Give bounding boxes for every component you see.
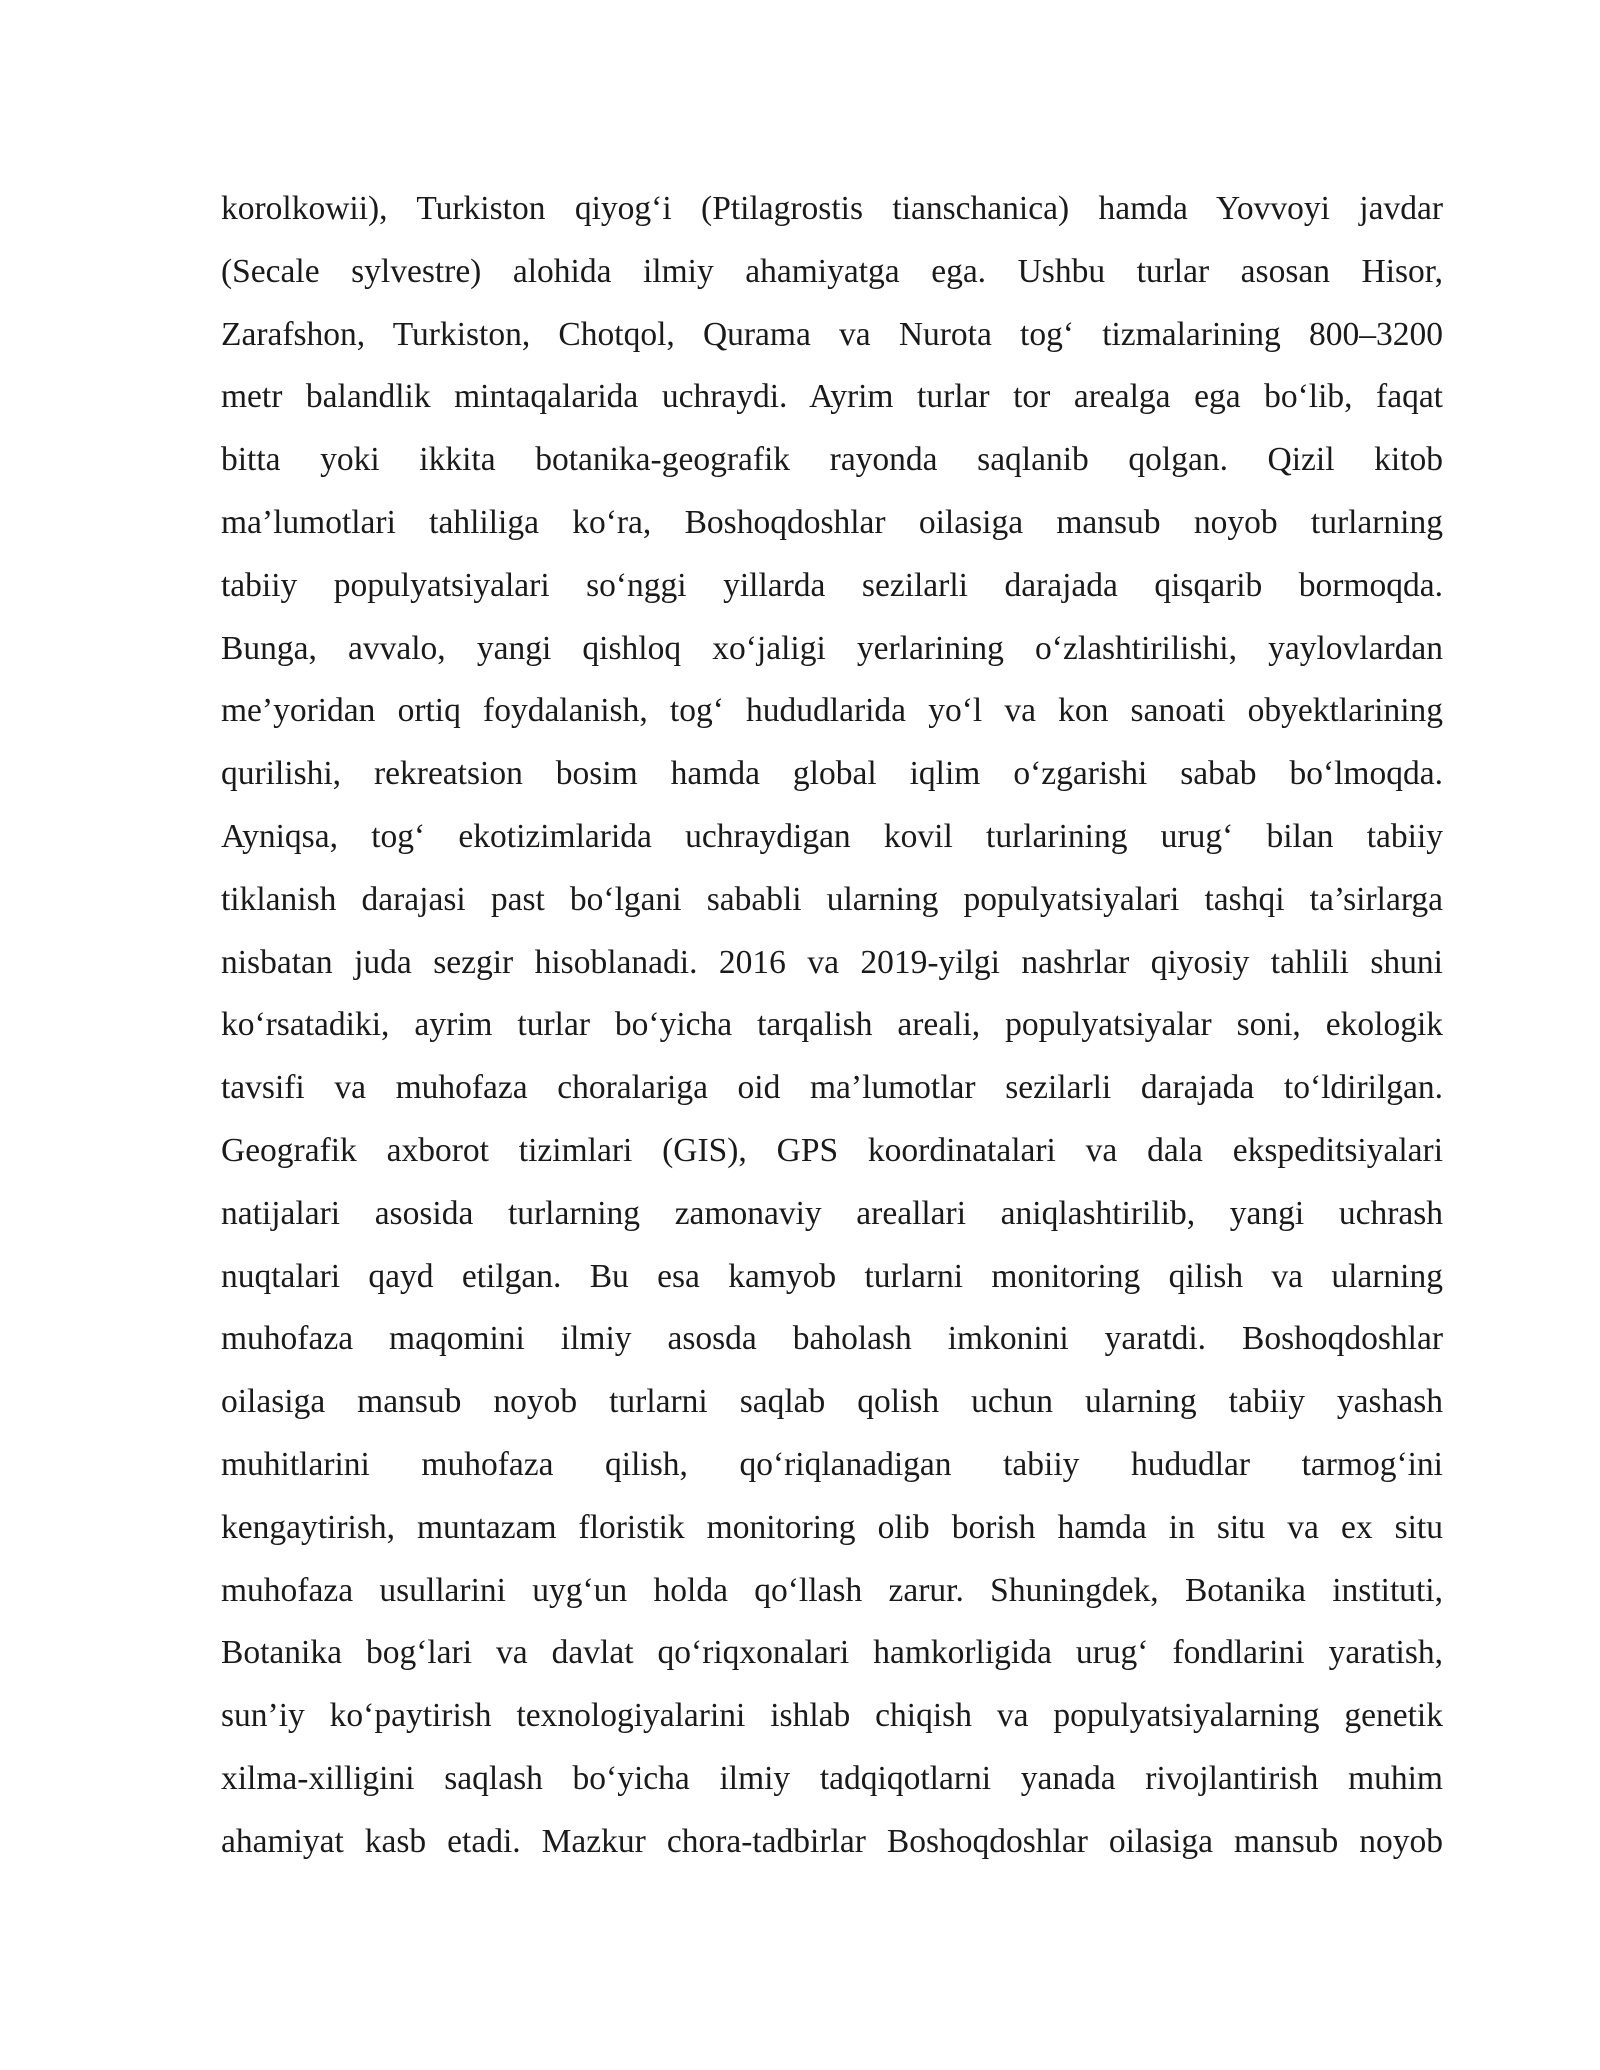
body-paragraph [221, 178, 1443, 1874]
text-line: ko‘rsatadiki, ayrim turlar bo‘yicha tarqalish areali, populyatsiyalar soni, ekologik [221, 1006, 1443, 1044]
text-line: Botanika bog‘lari va davlat qo‘riqxonalari hamkorligida urug‘ fondlarini yaratish, [221, 1634, 1443, 1672]
text-line: nuqtalari qayd etilgan. Bu esa kamyob turlarni monitoring qilish va ularning [221, 1257, 1443, 1295]
text-line: Zarafshon, Turkiston, Chotqol, Qurama va Nurota tog‘ tizmalarining 800–3200 [221, 315, 1443, 353]
text-line: metr balandlik mintaqalarida uchraydi. Ayrim turlar tor arealga ega bo‘lib, faqat [221, 378, 1443, 416]
text-line: tavsifi va muhofaza choralariga oid ma’lumotlar sezilarli darajada to‘ldirilgan. [221, 1069, 1443, 1107]
text-line: Geografik axborot tizimlari (GIS), GPS koordinatalari va dala ekspeditsiyalari [221, 1131, 1443, 1169]
text-line: Bunga, avvalo, yangi qishloq xo‘jaligi yerlarining o‘zlashtirilishi, yaylovlardan [221, 629, 1443, 667]
text-line: nisbatan juda sezgir hisoblanadi. 2016 va 2019-yilgi nashrlar qiyosiy tahlili shuni [221, 943, 1443, 981]
text-line: muhofaza maqomini ilmiy asosda baholash imkonini yaratdi. Boshoqdoshlar [221, 1320, 1443, 1358]
text-line: (Secale sylvestre) alohida ilmiy ahamiyatga ega. Ushbu turlar asosan Hisor, [221, 252, 1443, 290]
text-line: ahamiyat kasb etadi. Mazkur chora-tadbirlar Boshoqdoshlar oilasiga mansub noyob [221, 1822, 1443, 1860]
text-line: me’yoridan ortiq foydalanish, tog‘ hududlarida yo‘l va kon sanoati obyektlarining [221, 692, 1443, 730]
text-line: xilma-xilligini saqlash bo‘yicha ilmiy tadqiqotlarni yanada rivojlantirish muhim [221, 1759, 1443, 1797]
text-line: sun’iy ko‘paytirish texnologiyalarini ishlab chiqish va populyatsiyalarning genetik [221, 1697, 1443, 1735]
text-line: muhofaza usullarini uyg‘un holda qo‘llash zarur. Shuningdek, Botanika instituti, [221, 1571, 1443, 1609]
text-line: kengaytirish, muntazam floristik monitoring olib borish hamda in situ va ex situ [221, 1508, 1443, 1546]
text-line: qurilishi, rekreatsion bosim hamda global iqlim o‘zgarishi sabab bo‘lmoqda. [221, 755, 1443, 793]
text-line: tabiiy populyatsiyalari so‘nggi yillarda sezilarli darajada qisqarib bormoqda. [221, 566, 1443, 604]
text-line: tiklanish darajasi past bo‘lgani sababli ularning populyatsiyalari tashqi ta’sirlarga [221, 880, 1443, 918]
text-line: bitta yoki ikkita botanika-geografik rayonda saqlanib qolgan. Qizil kitob [221, 441, 1443, 479]
text-line: Ayniqsa, tog‘ ekotizimlarida uchraydigan kovil turlarining urug‘ bilan tabiiy [221, 817, 1443, 855]
text-line: korolkowii), Turkiston qiyog‘i (Ptilagrostis tianschanica) hamda Yovvoyi javdar [221, 190, 1443, 227]
text-line: natijalari asosida turlarning zamonaviy areallari aniqlashtirilib, yangi uchrash [221, 1194, 1443, 1232]
text-line: oilasiga mansub noyob turlarni saqlab qolish uchun ularning tabiiy yashash [221, 1383, 1443, 1421]
text-line: ma’lumotlari tahliliga ko‘ra, Boshoqdoshlar oilasiga mansub noyob turlarning [221, 503, 1443, 541]
text-line: muhitlarini muhofaza qilish, qo‘riqlanadigan tabiiy hududlar tarmog‘ini [221, 1445, 1443, 1483]
